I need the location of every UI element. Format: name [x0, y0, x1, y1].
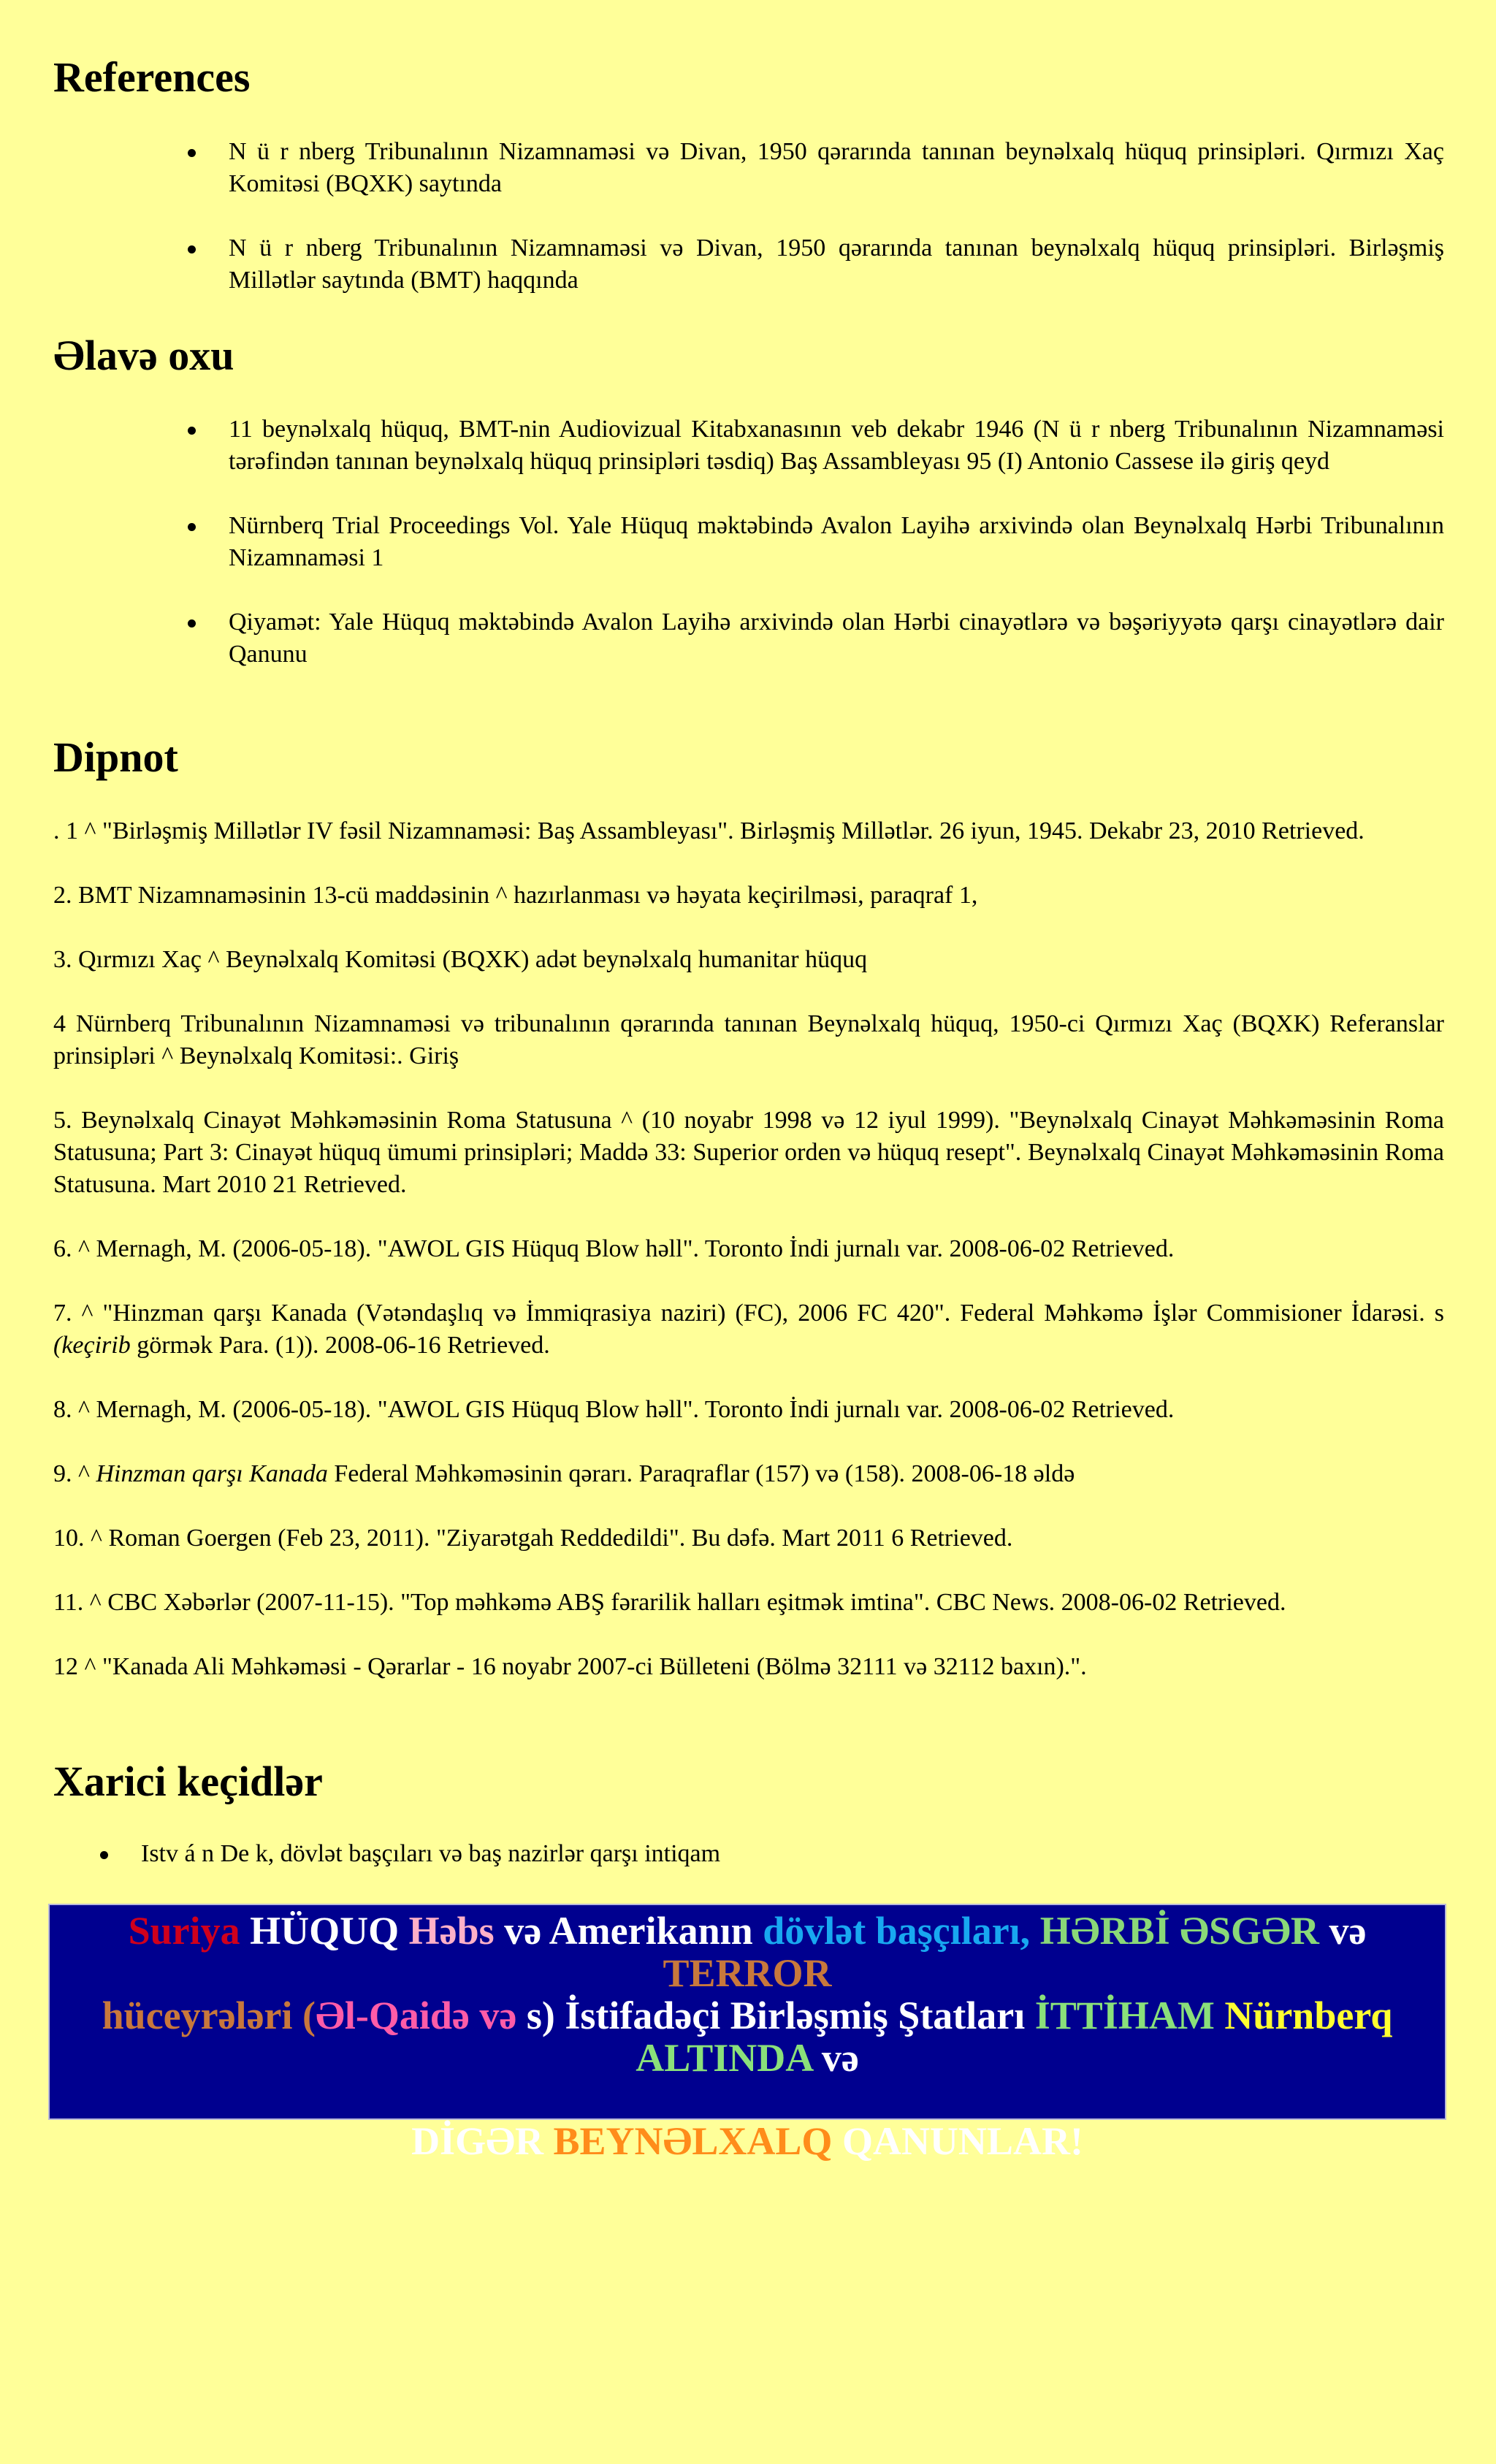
footnote: 2. BMT Nizamnaməsinin 13-cü maddəsinin ^ hazırlanması və həyata keçirilməsi, paraqraf 1,: [53, 882, 978, 909]
banner-spacer: [50, 2079, 1445, 2120]
banner-word: və: [812, 2036, 859, 2080]
footnote-italic-text: (keçirib: [53, 1332, 131, 1359]
headline-banner: [48, 1904, 1446, 2163]
footnotes-list: [53, 815, 1444, 1715]
further-reading-heading: Əlavə oxu: [53, 332, 234, 379]
footnote: 3. Qırmızı Xaç ^ Beynəlxalq Komitəsi (BQXK) adət beynəlxalq humanitar hüquq: [53, 946, 868, 973]
banner-word: ALTINDA: [636, 2036, 812, 2080]
footnote: 10. ^ Roman Goergen (Feb 23, 2011). "Ziyarətgah Reddedildi". Bu dəfə. Mart 2011 6 Retrieved.: [53, 1525, 1013, 1552]
footnote: 8. ^ Mernagh, M. (2006-05-18). "AWOL GIS Hüquq Blow həll". Toronto İndi jurnalı var. 2008-06-02 Retrieved.: [53, 1396, 1175, 1423]
footnote: 4 Nürnberq Tribunalının Nizamnaməsi və tribunalının qərarında tanınan Beynəlxalq hüquq, 1950-ci Qırmızı Xaç (BQXK) Referanslar prinsipləri ^ Beynəlxalq Komitəsi:. Giriş: [53, 1010, 1444, 1069]
external-links-heading: Xarici keçidlər: [53, 1758, 323, 1805]
footnote-text: Federal Məhkəməsinin qərarı. Paraqraflar (157) və (158). 2008-06-18 əldə: [327, 1460, 1075, 1487]
banner-word: İTTİHAM: [1034, 1994, 1215, 2037]
banner-word: HƏRBİ ƏSGƏR: [1030, 1909, 1319, 1953]
banner-word: QANUNLAR!: [832, 2119, 1083, 2163]
footnote: 12 ^ "Kanada Ali Məhkəməsi - Qərarlar - 16 noyabr 2007-ci Bülleteni (Bölmə 32111 və 32112 baxın).".: [53, 1653, 1087, 1680]
footnote-italic-text: Hinzman qarşı Kanada: [96, 1460, 328, 1487]
banner-word: və Amerikanın: [494, 1909, 763, 1953]
external-link[interactable]: Istv á n De k, dövlət başçıları və baş nazirlər qarşı intiqam: [141, 1838, 1444, 1870]
banner-word: Nürnberq: [1214, 1994, 1393, 2037]
footnote: [53, 1458, 1444, 1490]
footnote: . 1 ^ "Birləşmiş Millətlər IV fəsil Nizamnaməsi: Baş Assambleyası". Birləşmiş Millətlər. 26 iyun, 1945. Dekabr 23, 2010 Retrieved.: [53, 817, 1365, 844]
footnote: 5. Beynəlxalq Cinayət Məhkəməsinin Roma Statusuna ^ (10 noyabr 1998 və 12 iyul 1999). "Beynəlxalq Cinayət Məhkəməsinin Roma Statusuna; Part 3: Cinayət hüquq ümumi prinsipləri; Maddə 33: Superior orden və hüquq resept". Beynəlxalq Cinayət Məhkəməsinin Roma Statusuna. Mart 2010 21 Retrieved.: [53, 1107, 1444, 1198]
banner-word: BEYNƏLXALQ: [553, 2119, 833, 2163]
banner-word: HÜQUQ: [240, 1909, 409, 1953]
further-reading-list: [229, 413, 1444, 703]
banner-word: Həbs: [408, 1909, 495, 1953]
reference-item[interactable]: N ü r nberg Tribunalının Nizamnaməsi və Divan, 1950 qərarında tanınan beynəlxalq hüquq prinsipləri. Birləşmiş Millətlər saytında (BMT) haqqında: [229, 232, 1444, 297]
footnote: 6. ^ Mernagh, M. (2006-05-18). "AWOL GIS Hüquq Blow həll". Toronto İndi jurnalı var. 2008-06-02 Retrieved.: [53, 1235, 1175, 1262]
banner-word: Suriya: [128, 1909, 240, 1953]
banner-line: [50, 1910, 1445, 2079]
banner-word: Əl-Qaidə və: [315, 1994, 517, 2037]
banner-word: DİGƏR: [411, 2119, 554, 2163]
footnotes-heading: Dipnot: [53, 733, 178, 781]
footnote-text: 9. ^: [53, 1460, 96, 1487]
footnote-text: görmək Para. (1)). 2008-06-16 Retrieved.: [130, 1332, 550, 1359]
banner-word: hüceyrələri (: [102, 1994, 316, 2037]
footnote-text: 7. ^ "Hinzman qarşı Kanada (Vətəndaşlıq və İmmiqrasiya naziri) (FC), 2006 FC 420". Federal Məhkəmə İşlər Commisioner İdarəsi. s: [53, 1300, 1444, 1327]
banner-word: dövlət başçıları,: [763, 1909, 1031, 1953]
banner-word: s) İstifadəçi Birləşmiş Ştatları: [516, 1994, 1035, 2037]
external-links-list: [141, 1838, 1444, 1902]
footnote: [53, 1297, 1444, 1362]
footnote: 11. ^ CBC Xəbərlər (2007-11-15). "Top məhkəmə ABŞ fərarilik halları eşitmək imtina". CBC News. 2008-06-02 Retrieved.: [53, 1589, 1286, 1616]
further-reading-item[interactable]: Qiyamət: Yale Hüquq məktəbində Avalon Layihə arxivində olan Hərbi cinayətlərə və bəşəriyyətə qarşı cinayətlərə dair Qanunu: [229, 606, 1444, 671]
banner-line: [50, 2120, 1445, 2162]
references-heading: References: [53, 53, 251, 101]
reference-item[interactable]: N ü r nberg Tribunalının Nizamnaməsi və Divan, 1950 qərarında tanınan beynəlxalq hüquq prinsipləri. Qırmızı Xaç Komitəsi (BQXK) saytında: [229, 136, 1444, 200]
further-reading-item[interactable]: Nürnberq Trial Proceedings Vol. Yale Hüquq məktəbində Avalon Layihə arxivində olan Beynəlxalq Hərbi Tribunalının Nizamnaməsi 1: [229, 510, 1444, 574]
references-list: [229, 136, 1444, 329]
banner-word: TERROR: [663, 1951, 832, 1995]
further-reading-item[interactable]: 11 beynəlxalq hüquq, BMT-nin Audiovizual Kitabxanasının veb dekabr 1946 (N ü r nberg Tribunalının Nizamnaməsi tərəfindən tanınan beynəlxalq hüquq prinsipləri təsdiq) Baş Assambleyası 95 (I) Antonio Cassese ilə giriş qeyd: [229, 413, 1444, 478]
banner-word: və: [1318, 1909, 1367, 1953]
